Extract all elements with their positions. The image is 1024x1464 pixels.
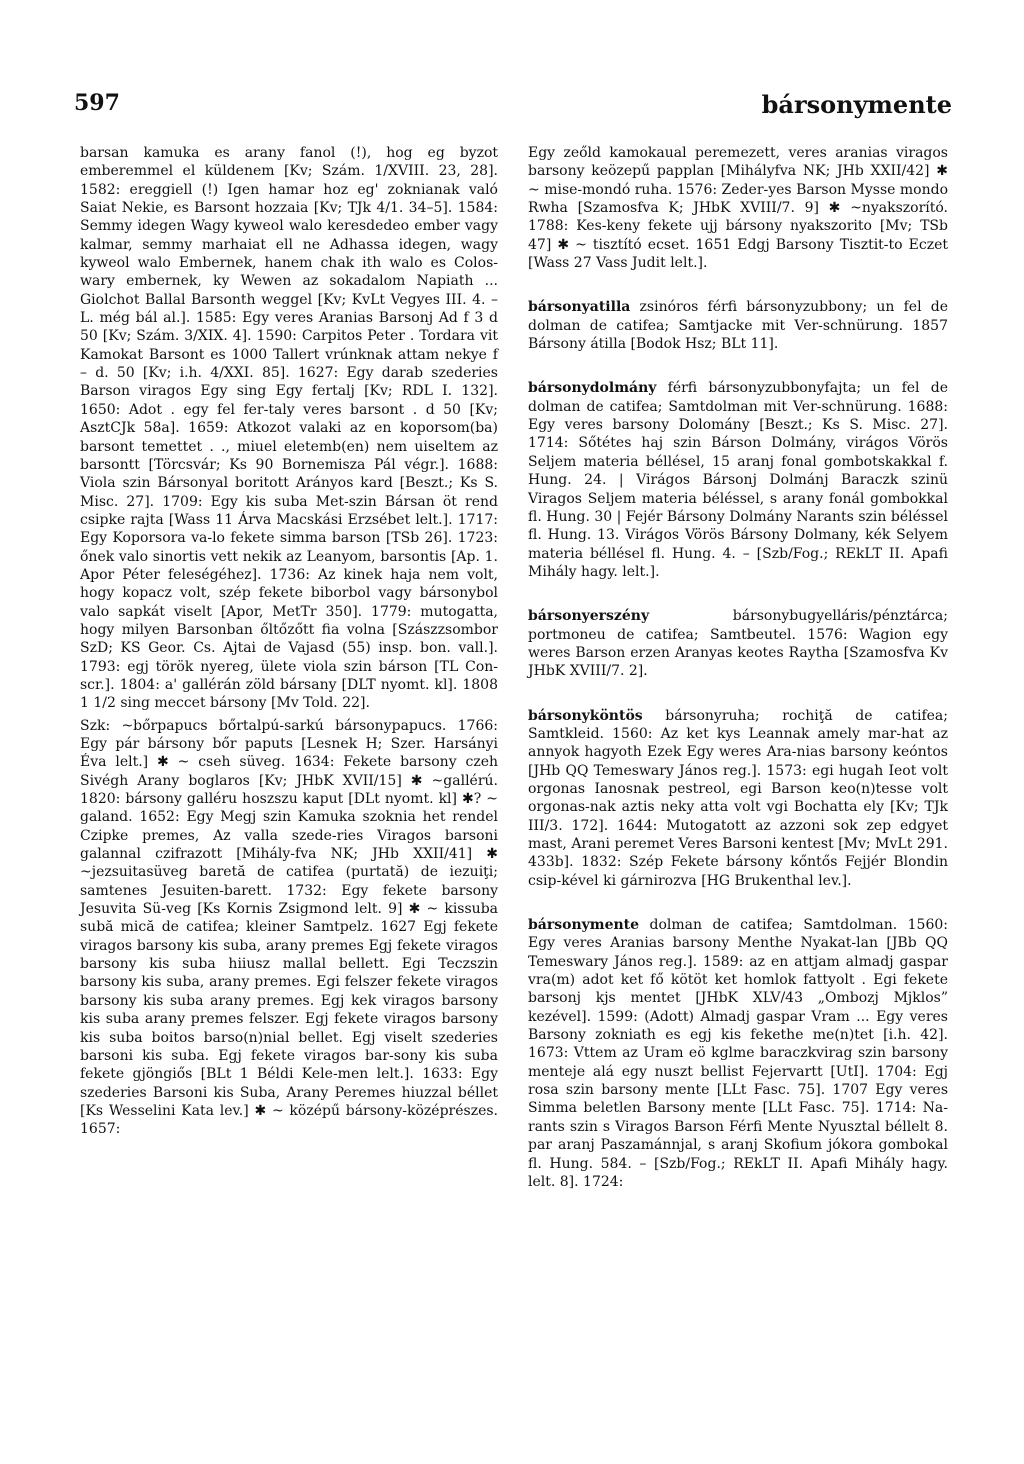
left-column: [80, 144, 498, 1139]
dictionary-entry: [528, 916, 948, 1191]
dictionary-entry: [528, 607, 948, 680]
entry-body: bársonyruha; rochiţă de catifea; Samtkleid. 1560: Az ket kys Leannak amely mar-hat az annyok hagyoth Ezek Egy weres Ara-nias barsony keóntos [JHb QQ Temeswary János reg.]. 1573: egi hugah Ieot volt orgonas Ianosnak pestreol, egi Barson keo(n)tesse volt orgonas-nak aztis neky atta volt vgi Bochatta ely [Kv; TJk III/3. 172]. 1644: Mutogatott az azzoni sok zep edgyet mast, Arani peremet Veres Barsoni kentest [Mv; MvLt 291. 433b]. 1832: Szép Fekete bársony kőntős Fejjér Blondin csip-kével ki gárnirozva [HG Brukenthal lev.].: [528, 707, 948, 889]
entry-body: férfi bársonyzubbonyfajta; un fel de dolman de catifea; Samtdolman mit Ver-schnürung. 1688: Egy veres barsony Dolomány [Beszt.; Ks S. Misc. 27]. 1714: Sőtétes haj szin Bárson Dolmány, virágos Vörös Seljem materia béllésel, 15 aranj fonal gombotskakkal f. Hung. 24. | Virágos Bársonj Dolmánj Baraczk szinü Viragos Seljem materia béléssel, s arany fonál gombokkal fl. Hung. 30 | Fejér Bársony Dolmány Narants szin béléssel fl. Hung. 13. Virágos Vörös Bársony Dolmany, kék Selyem materia béllésel fl. Hung. 4. – [Szb/Fog.; REkLT II. Apafi Mihály hagy. lelt.].: [528, 380, 948, 580]
entry-body: bársonybugyelláris/pénztárca; portmoneu de catifea; Samtbeutel. 1576: Wagion egy weres Barson erzen Aranyas keotes Raytha [Szamosfva Kv JHbK XVIII/7. 2].: [528, 608, 948, 680]
headword: bársonyerszény: [528, 608, 650, 625]
running-head: bársonymente: [761, 90, 952, 119]
headword: bársonymente: [528, 917, 640, 934]
page-number: 597: [74, 90, 120, 116]
compounds-paragraph: Szk: ~bőrpapucs bőrtalpú-sarkú bársonypapucs. 1766: Egy pár bársony bőr paputs [Lesnek H; Szer. Harsányi Éva lelt.] ✱ ~ cseh süveg. 1634: Fekete barsony czeh Sivégh Arany boglaros [Kv; JHbK XVII/15] ✱ ~gallérú. 1820: bársony galléru hoszszu kaput [DLt nyomt. kl] ✱? ~ galand. 1652: Egy Megj szin Kamuka szoknia het rendel Czipke premes, Az valla szede-ries Viragos barsoni galannal czifrazott [Mihály-fva NK; JHb XXII/41] ✱ ~jezsuitasüveg baretă de catifea (purtată) de iezuiţi; samtenes Jesuiten-barett. 1732: Egy fekete barsony Jesuvita Sü-veg [Ks Kornis Zsigmond lelt. 9] ✱ ~ kissuba subă mică de catifea; kleiner Samtpelz. 1627 Egj fekete viragos barsony kis suba, arany premes Egj fekete viragos barsony kis suba hiiusz mallal bellett. Egi Teczszin barsony kis suba, arany premes. Egi felszer fekete viragos barsony kis suba arany premes. Egj kek viragos barsony kis suba arany premes felszer. Egj fekete viragos barsony kis suba boitos barso(n)nial bellet. Egj viselt szederies barsoni kis suba. Egj fekete viragos bar-sony kis suba fekete gjöngiős [BLt 1 Béldi Kele-men lelt.]. 1633: Egy szederies Barsoni kis Suba, Arany Peremes hiuzzal béllet [Ks Wesselini Kata lev.] ✱ ~ középű bársony-középrészes. 1657:: [80, 717, 498, 1138]
entry-continuation-right: Egy zeőld kamokaual peremezett, veres aranias viragos barsony keözepű papplan [Mihályfva NK; JHb XXII/42] ✱ ~ mise-mondó ruha. 1576: Zeder-yes Barson Mysse mondo Rwha [Szamosfva K; JHbK XVIII/7. 9] ✱ ~nyakszorító. 1788: Kes-keny fekete ujj bársony nyakszorito [Mv; TSb 47] ✱ ~ tisztító ecset. 1651 Edgj Barsony Tisztit-to Eczet [Wass 27 Vass Judit lelt.].: [528, 145, 948, 272]
dictionary-entry: [528, 707, 948, 890]
dictionary-entry: [528, 298, 948, 353]
dictionary-entry: [528, 379, 948, 581]
entry-body: dolman de catifea; Samtdolman. 1560: Egy veres Aranias barsony Menthe Nyakat-lan [JBb QQ Temeswary János reg.]. 1589: az en attjam almadj gaspar vra(m) adot ket fő kötöt ket homlok fattyolt . Egi fekete barsonj kjs mentet [JHbK XLV/43 „Ombozj Mjklos” kezével]. 1599: (Adott) Almadj gaspar Vram ... Egy veres Barsony zokniath es egj kis fekethe me(n)tet [i.h. 42]. 1673: Vttem az Uram eö kglme baraczkvirag szin barsony menteje alá egy nuszt bellist Fejervartt [UtI]. 1704: Egj rosa szin barsony mente [LLt Fasc. 75]. 1707 Egy veres Simma beletlen Barsony mente [LLt Fasc. 75]. 1714: Na-rants szin s Viragos Barson Férfi Mente Nyusztal béllelt 8. par aranj Paszamánnjal, s aranj Skofium jókora gombokal fl. Hung. 584. – [Szb/Fog.; REkLT II. Apafi Mihály hagy. lelt. 8]. 1724:: [528, 917, 948, 1190]
entry-continuation: barsan kamuka es arany fanol (!), hog eg byzot emberemmel el küldenem [Kv; Szám. 1/XVIII. 23, 28]. 1582: ereggiell (!) Igen hamar hoz eg' zoknianak való Saiat Nekie, es Barsont hozzaia [Kv; TJk 4/1. 34–5]. 1584: Semmy idegen Wagy kyweol walo keresdedeo ember vagy kalmar, semmy marhaiat ell ne Adhassa idegen, wagy kyweol walo Embernek, hanem chak ith walo es Colos-wary embernek, ky Wewen az sokadalom Napiath ... Giolchot Ballal Barsonth weggel [Kv; KvLt Vegyes III. 4. – L. még bál al.]. 1585: Egy veres Aranias Barsonj Ad f 3 d 50 [Kv; Szám. 3/XIX. 4]. 1590: Carpitos Peter . Tordara vit Kamokat Barsont es 1000 Tallert vrúnknak attam nekye f – d. 50 [Kv; i.h. 4/XXI. 85]. 1627: Egy darab szederies Barson viragos Egy sing Egy fertalj [Kv; RDL I. 132]. 1650: Adot . egy fel fer-taly veres barsont . d 50 [Kv; AsztCJk 58a]. 1659: Atkozot valaki az en koporsom(ba) barsont temettet . ., miuel eletemb(en) nem uiseltem az barsontt [Törcsvár; Ks 90 Bornemisza Pál végr.]. 1688: Viola szin Bársonyal boritott Arányos kard [Beszt.; Ks S. Misc. 27]. 1709: Egy kis suba Met-szin Bársan öt rend csipke rajta [Wass 11 Árva Macskási Erzsébet lelt.]. 1717: Egy Koporsora va-lo fekete simma barson [TSb 26]. 1723: őnek valo sinortis vett nekik az Leanyom, barsontis [Ap. 1. Apor Péter feleségéhez]. 1736: Az kinek haja nem volt, hogy kopacz volt, szép fekete biborbol vagy bársonybol valo sapkát viselt [Apor, MetTr 350]. 1779: mutogatta, hogy milyen Barsonban őltőzőtt fia volna [Szászzsombor SzD; KS Geor. Cs. Ajtai de Vajasd (55) insp. bon. vall.]. 1793: egj török nyereg, ülete viola szin bárson [TL Con-scr.]. 1804: a' gallérán zöld bársany [DLT nyomt. kl]. 1808 1 1/2 sing meccet bársony [Mv Told. 22].: [80, 145, 498, 712]
right-column: [528, 144, 948, 1191]
headword: bársonyatilla: [528, 299, 631, 316]
headword: bársonydolmány: [528, 380, 657, 397]
headword: bársonyköntös: [528, 707, 643, 724]
entry-body: zsinóros férfi bársonyzubbony; un fel de dolman de catifea; Samtjacke mit Ver-schnürung. 1857 Bársony átilla [Bodok Hsz; BLt 11].: [528, 299, 948, 353]
